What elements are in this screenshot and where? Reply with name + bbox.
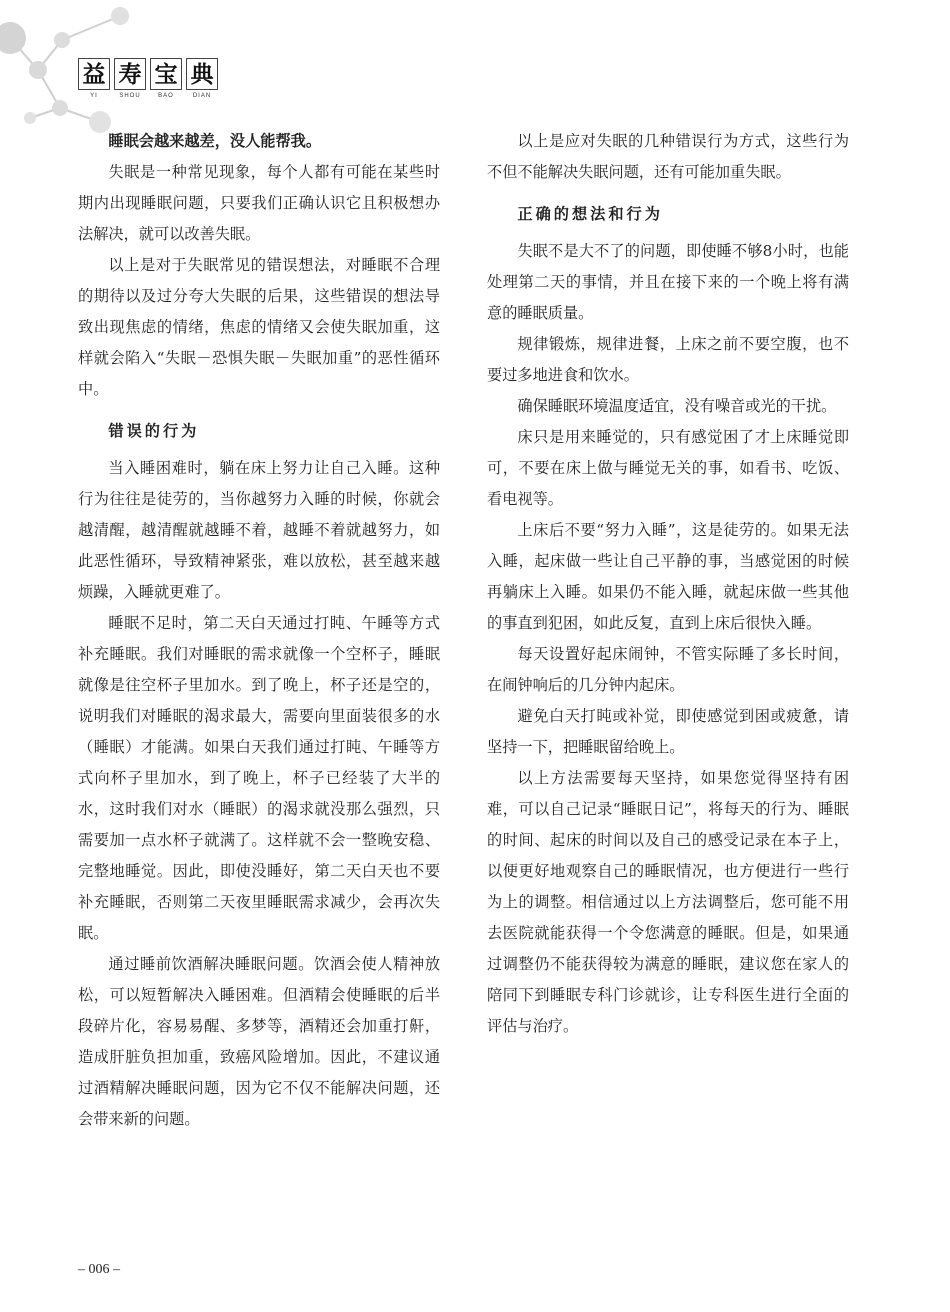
paragraph: 每天设置好起床闹钟，不管实际睡了多长时间，在闹钟响后的几分钟内起床。 [487,645,849,694]
page-number: – 006 – [78,1262,120,1277]
paragraph: 睡眠会越来越差，没人能帮我。 [108,132,322,150]
brand-char: 宝 [150,58,182,90]
paragraph: 确保睡眠环境温度适宜，没有噪音或光的干扰。 [517,397,837,415]
paragraph: 规律锻炼，规律进餐，上床之前不要空腹，也不要过多地进食和饮水。 [487,335,849,384]
paragraph: 上床后不要“努力入睡”，这是徒劳的。如果无法入睡，起床做一些让自己平静的事，当感觉困的时候再躺床上入睡。如果仍不能入睡，就起床做一些其他的事直到犯困，如此反复，直到上床后很快入睡。 [487,521,849,632]
pinyin-syllable: DIAN [192,93,212,99]
brand-char: 益 [78,58,110,90]
brand-pinyin [78,93,218,99]
publication-brand [78,58,218,99]
paragraph: 睡眠不足时，第二天白天通过打盹、午睡等方式补充睡眠。我们对睡眠的需求就像一个空杯子，睡眠就像是往空杯子里加水。到了晚上，杯子还是空的，说明我们对睡眠的渴求最大，需要向里面装很多的水（睡眠）才能满。如果白天我们通过打盹、午睡等方式向杯子里加水，到了晚上，杯子已经装了大半的水，这时我们对水（睡眠）的渴求就没那么强烈，只需要加一点水杯子就满了。这样就不会一整晚安稳、完整地睡觉。因此，即使没睡好，第二天白天也不要补充睡眠，否则第二天夜里睡眠需求减少，会再次失眠。 [78,614,440,942]
paragraph: 床只是用来睡觉的，只有感觉困了才上床睡觉即可，不要在床上做与睡觉无关的事，如看书、吃饭、看电视等。 [487,428,849,508]
pinyin-syllable: BAO [158,93,174,99]
pinyin-syllable: SHOU [119,93,141,99]
section-heading-correct-behavior: 正确的想法和行为 [517,205,663,223]
paragraph: 失眠是一种常见现象，每个人都有可能在某些时期内出现睡眠问题，只要我们正确认识它且积极想办法解决，就可以改善失眠。 [78,163,440,243]
right-column [487,126,849,1042]
section-heading-wrong-behavior: 错误的行为 [108,422,200,440]
paragraph: 避免白天打盹或补觉，即使感觉到困或疲惫，请坚持一下，把睡眠留给晚上。 [487,707,849,756]
paragraph: 当入睡困难时，躺在床上努力让自己入睡。这种行为往往是徒劳的，当你越努力入睡的时候，你就会越清醒，越清醒就越睡不着，越睡不着就越努力，如此恶性循环，导致精神紧张，难以放松，甚至越来越烦躁，入睡就更难了。 [78,459,440,601]
brand-title [78,58,218,90]
paragraph: 以上是应对失眠的几种错误行为方式，这些行为不但不能解决失眠问题，还有可能加重失眠。 [487,132,849,181]
paragraph: 以上方法需要每天坚持，如果您觉得坚持有困难，可以自己记录“睡眠日记”，将每天的行为、睡眠的时间、起床的时间以及自己的感受记录在本子上，以便更好地观察自己的睡眠情况，也方便进行一些行为上的调整。相信通过以上方法调整后，您可能不用去医院就能获得一个令您满意的睡眠。但是，如果通过调整仍不能获得较为满意的睡眠，建议您在家人的陪同下到睡眠专科门诊就诊，让专科医生进行全面的评估与治疗。 [487,769,849,1035]
left-column [78,126,440,1135]
brand-char: 典 [186,58,218,90]
brand-char: 寿 [114,58,146,90]
paragraph: 失眠不是大不了的问题，即使睡不够8小时，也能处理第二天的事情，并且在接下来的一个晚上将有满意的睡眠质量。 [487,242,849,322]
paragraph: 通过睡前饮酒解决睡眠问题。饮酒会使人精神放松，可以短暂解决入睡困难。但酒精会使睡眠的后半段碎片化，容易易醒、多梦等，酒精还会加重打鼾，造成肝脏负担加重，致癌风险增加。因此，不建议通过酒精解决睡眠问题，因为它不仅不能解决问题，还会带来新的问题。 [78,955,440,1128]
pinyin-syllable: YI [90,93,98,99]
paragraph: 以上是对于失眠常见的错误想法，对睡眠不合理的期待以及过分夸大失眠的后果，这些错误的想法导致出现焦虑的情绪，焦虑的情绪又会使失眠加重，这样就会陷入“失眠－恐惧失眠－失眠加重”的恶性循环中。 [78,256,440,398]
